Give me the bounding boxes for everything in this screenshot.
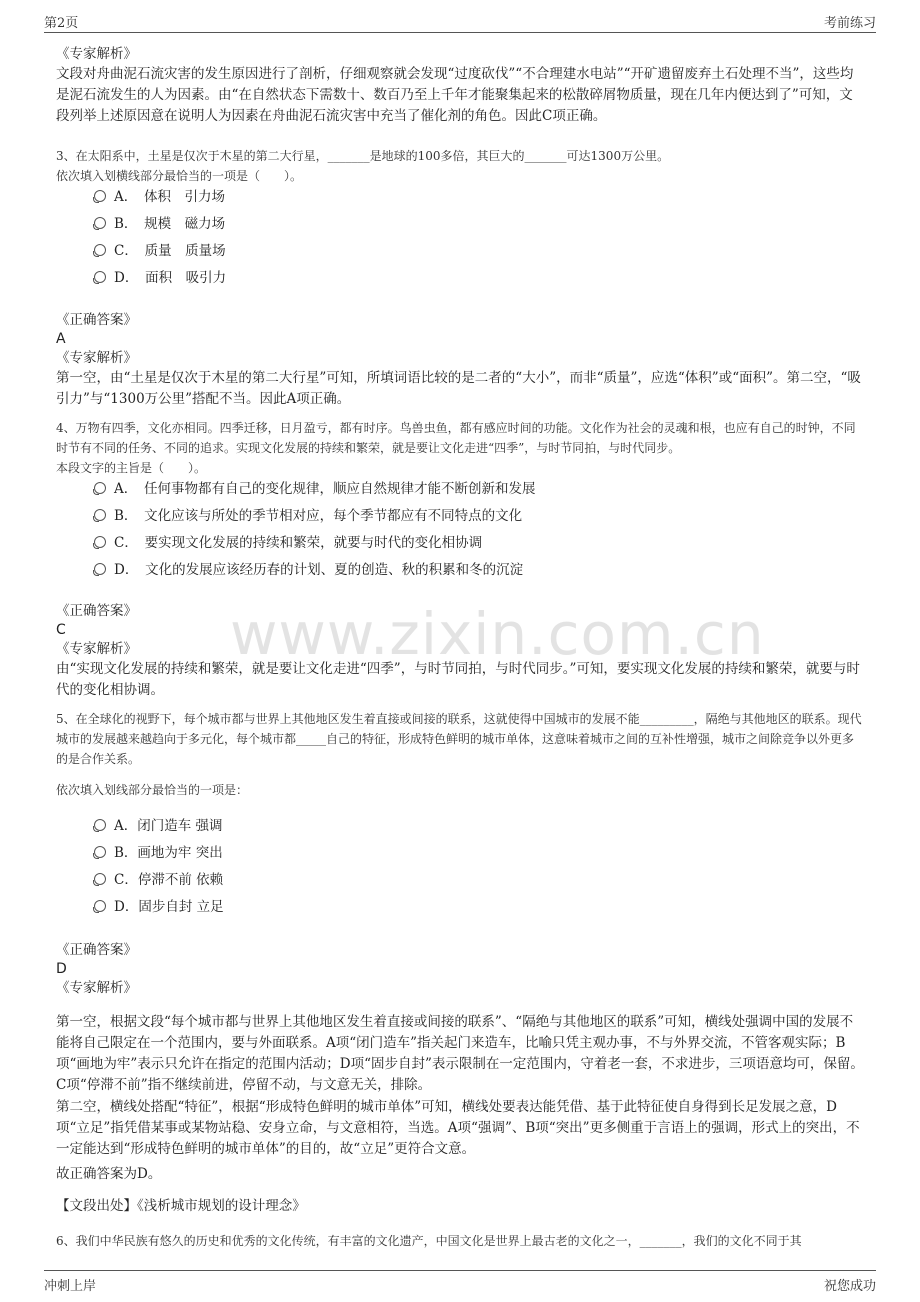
analysis-text: 第一空，根据文段“每个城市都与世界上其他地区发生着直接或间接的联系”、“隔绝与其他地区的联系”可知，横线处强调中国的发展不能将自己限定在一个范围内，要与外面联系。A项“闭门造车”指关起门来造车，比喻只凭主观办事，不与外界交流，不管客观实际；B项“画地为牢”表示只允许在指定的范围内活动；D项“固步自封”表示限制在一定范围内，守着老一套，不求进步，三项语意均可，保留。C项“停滞不前”指不继续前进，停留不动，与文意无关，排除。: [56, 1014, 864, 1093]
radio-icon[interactable]: [94, 190, 106, 202]
q5-analysis-2: [56, 1097, 864, 1160]
q4-answer-block: [56, 601, 864, 701]
q3-option-d[interactable]: D． 面积 吸引力: [94, 268, 226, 288]
question-6-stem: [56, 1231, 864, 1253]
analysis-label: 《专家解析》: [56, 46, 137, 62]
question-3-stem: [56, 146, 864, 186]
q5-analysis-1: [56, 1012, 864, 1096]
footer-left: 冲刺上岸: [44, 1279, 97, 1294]
radio-icon[interactable]: [94, 509, 106, 521]
question-text: 4、万物有四季，文化亦相同。四季迁移，日月盈亏，都有时序。鸟兽虫鱼，都有感应时间的功能。文化作为社会的灵魂和根，也应有自己的时钟，不同时节有不同的任务、不同的追求。实现文化发展的持续和繁荣，就是要让文化走进“四季”，与时节同拍，与时代同步。: [56, 421, 856, 455]
q4-option-a[interactable]: A． 任何事物都有自己的变化规律，顺应自然规律才能不断创新和发展: [94, 479, 536, 499]
q4-option-c[interactable]: C． 要实现文化发展的持续和繁荣，就要与时代的变化相协调: [94, 533, 482, 553]
q5-option-c[interactable]: C．停滞不前 依赖: [94, 870, 223, 890]
radio-icon[interactable]: [94, 244, 106, 256]
answer-value: C: [56, 622, 66, 638]
question-text: 6、我们中华民族有悠久的历史和优秀的文化传统，有丰富的文化遗产，中国文化是世界上最古老的文化之一，_______，我们的文化不同于其: [56, 1234, 802, 1248]
radio-icon[interactable]: [94, 482, 106, 494]
radio-icon[interactable]: [94, 819, 106, 831]
top-analysis: [56, 44, 864, 127]
radio-icon[interactable]: [94, 271, 106, 283]
answer-value: A: [56, 331, 66, 347]
answer-label: 《正确答案》: [56, 942, 137, 958]
question-4-stem: [56, 418, 864, 478]
q5-option-d[interactable]: D．固步自封 立足: [94, 897, 224, 917]
question-prompt: 依次填入划横线部分最恰当的一项是（ ）。: [56, 169, 303, 183]
answer-label: 《正确答案》: [56, 603, 137, 619]
q3-option-a[interactable]: A． 体积 引力场: [94, 187, 225, 207]
conclusion-text: 故正确答案为D。: [56, 1166, 162, 1182]
page-footer: [44, 1270, 876, 1293]
radio-icon[interactable]: [94, 563, 106, 575]
analysis-text: 第二空，横线处搭配“特征”，根据“形成特色鲜明的城市单体”可知，横线处要表达能凭借、基于此特征使自身得到长足发展之意，D项“立足”指凭借某事或某物站稳、安身立命，与文意相符，当选。A项“强调”、B项“突出”更多侧重于言语上的强调，形式上的突出，不一定能达到“形成特色鲜明的城市单体”的目的，故“立足”更符合文意。: [56, 1099, 860, 1157]
q5-option-a[interactable]: A．闭门造车 强调: [94, 816, 223, 836]
radio-icon[interactable]: [94, 873, 106, 885]
footer-right: 祝您成功: [823, 1279, 876, 1294]
question-5-stem: [56, 709, 864, 769]
question-prompt: 本段文字的主旨是（ ）。: [56, 461, 207, 475]
question-prompt: 依次填入划线部分最恰当的一项是：: [56, 783, 249, 797]
q3-answer-block: [56, 310, 864, 410]
question-text: 3、在太阳系中，土星是仅次于木星的第二大行星，_______是地球的100多倍，其巨大的_______可达1300万公里。: [56, 149, 670, 163]
q4-option-d[interactable]: D． 文化的发展应该经历春的计划、夏的创造、秋的积累和冬的沉淀: [94, 560, 523, 580]
q5-source: [56, 1196, 864, 1217]
radio-icon[interactable]: [94, 900, 106, 912]
q3-option-b[interactable]: B． 规模 磁力场: [94, 214, 225, 234]
header-title: 考前练习: [823, 16, 876, 31]
question-5-prompt: [56, 780, 864, 800]
radio-icon[interactable]: [94, 846, 106, 858]
source-text: 【文段出处】《浅析城市规划的设计理念》: [56, 1198, 306, 1214]
q5-answer-block: [56, 940, 864, 998]
q5-conclusion: [56, 1164, 864, 1185]
page-header: [44, 12, 876, 33]
analysis-label: 《专家解析》: [56, 350, 137, 366]
q3-option-c[interactable]: C． 质量 质量场: [94, 241, 226, 261]
q4-option-b[interactable]: B． 文化应该与所处的季节相对应，每个季节都应有不同特点的文化: [94, 506, 522, 526]
analysis-text: 由“实现文化发展的持续和繁荣，就是要让文化走进“四季”，与时节同拍，与时代同步。”可知，要实现文化发展的持续和繁荣，就要与时代的变化相协调。: [56, 661, 860, 698]
analysis-label: 《专家解析》: [56, 641, 137, 657]
answer-value: D: [56, 961, 67, 977]
radio-icon[interactable]: [94, 536, 106, 548]
q5-option-b[interactable]: B．画地为牢 突出: [94, 843, 223, 863]
analysis-label: 《专家解析》: [56, 980, 137, 996]
radio-icon[interactable]: [94, 217, 106, 229]
watermark: www.zixin.com.cn: [230, 600, 765, 668]
question-text: 5、在全球化的视野下，每个城市都与世界上其他地区发生着直接或间接的联系，这就使得中国城市的发展不能_________，隔绝与其他地区的联系。现代城市的发展越来越趋向于多元化，每个城市都_____自己的特征，形成特色鲜明的城市单体，这意味着城市之间的互补性增强，城市之间除竞争以外更多的是合作关系。: [56, 712, 862, 766]
analysis-text: 第一空，由“土星是仅次于木星的第二大行星”可知，所填词语比较的是二者的“大小”，而非“质量”，应选“体积”或“面积”。第二空，“吸引力”与“1300万公里”搭配不当。因此A项正确。: [56, 370, 861, 407]
analysis-text: 文段对舟曲泥石流灾害的发生原因进行了剖析，仔细观察就会发现“过度砍伐”“不合理建水电站”“开矿遗留废弃土石处理不当”，这些均是泥石流发生的人为因素。由“在自然状态下需数十、数百乃至上千年才能聚集起来的松散碎屑物质量，现在几年内便达到了”可知，文段列举上述原因意在说明人为因素在舟曲泥石流灾害中充当了催化剂的角色。因此C项正确。: [56, 66, 854, 124]
answer-label: 《正确答案》: [56, 312, 137, 328]
page-number: 第2页: [44, 16, 79, 31]
